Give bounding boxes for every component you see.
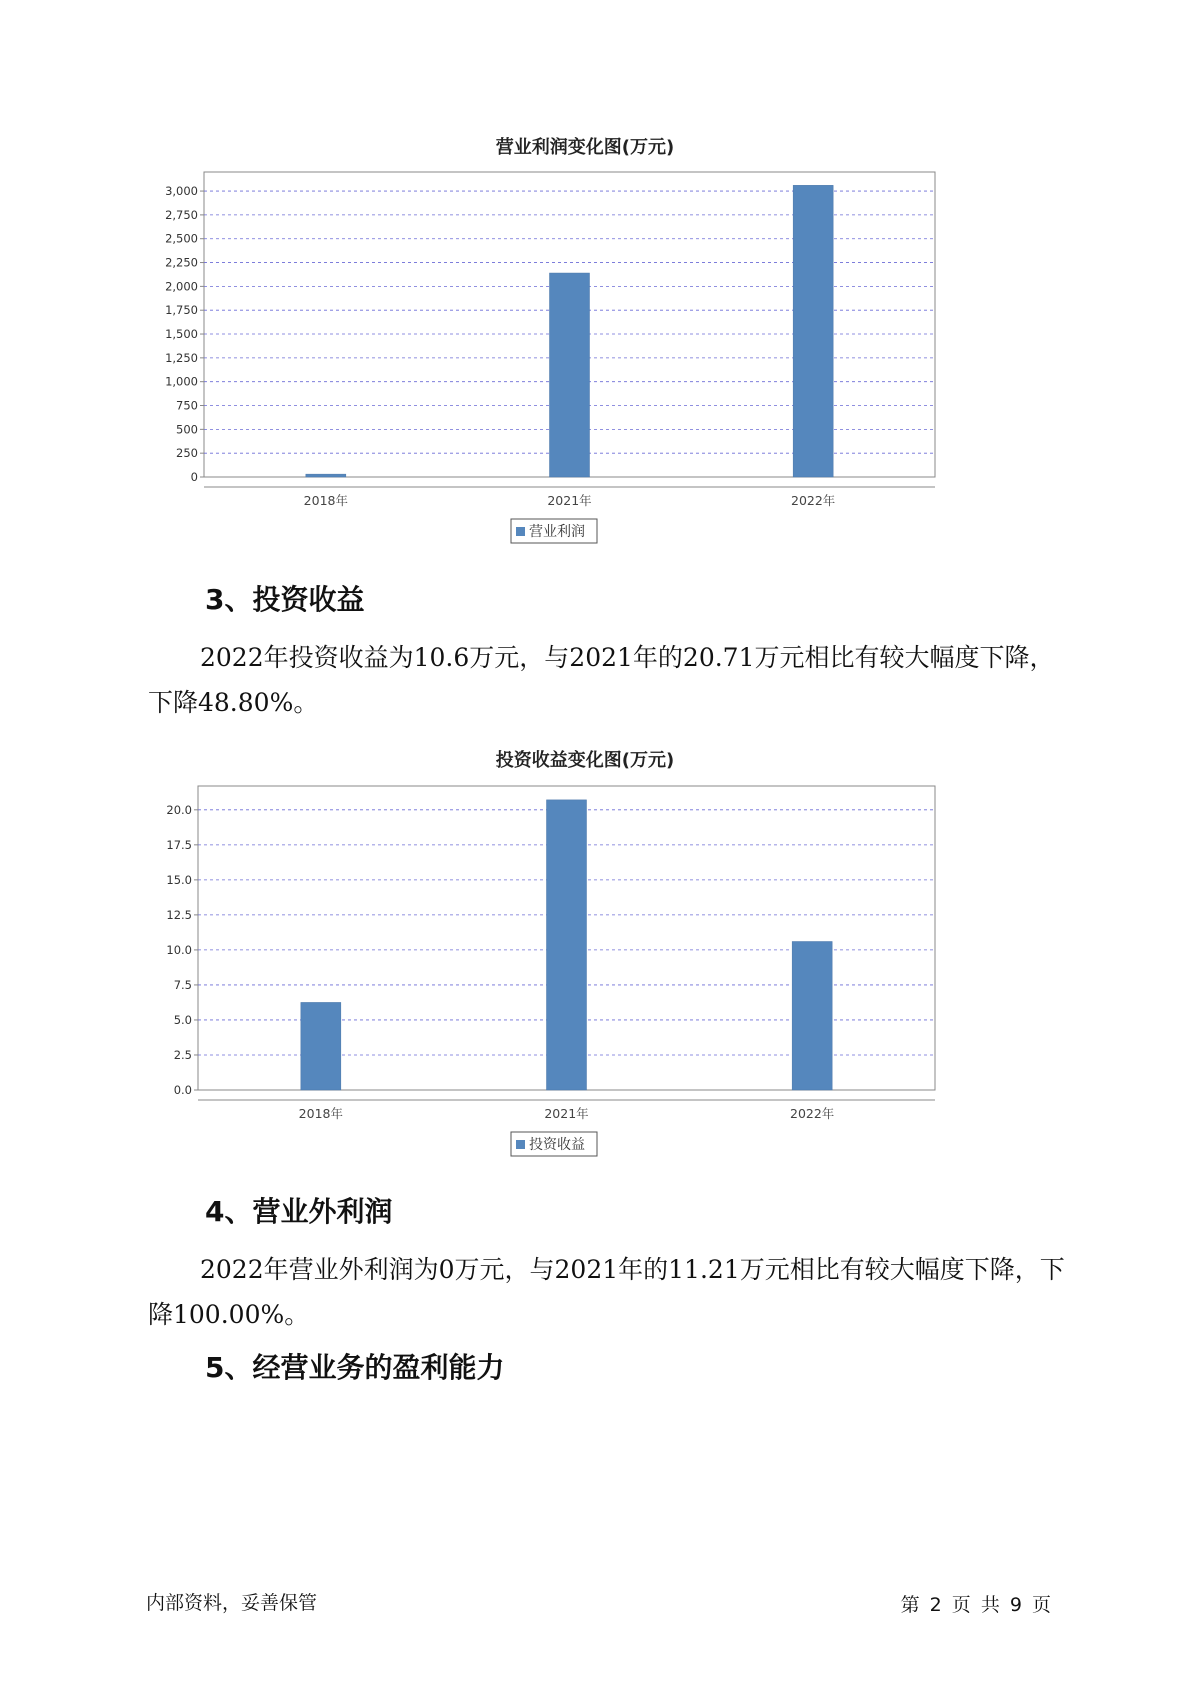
investment-income-paragraph: 2022年投资收益为10.6万元，与2021年的20.71万元相比有较大幅度下降，下降48.80%。 <box>148 643 1055 717</box>
bar <box>792 942 832 1090</box>
x-tick-label: 2021年 <box>547 493 592 508</box>
legend <box>511 519 597 543</box>
bar <box>306 474 346 477</box>
y-tick-label: 0.0 <box>173 1083 192 1097</box>
y-tick-label: 2.5 <box>173 1047 192 1062</box>
investment-income-chart-svg <box>150 744 1020 1164</box>
legend-swatch <box>516 527 525 536</box>
legend-label: 投资收益 <box>529 1137 585 1153</box>
y-tick-label: 2,500 <box>165 231 198 246</box>
footer-page-number: 第 2 页 共 9 页 <box>900 1594 1051 1616</box>
y-tick-label: 15.0 <box>166 872 192 887</box>
x-tick-label: 2022年 <box>790 1106 835 1121</box>
y-tick-label: 2,750 <box>165 207 198 222</box>
non-operating-profit-paragraph: 2022年营业外利润为0万元，与2021年的11.21万元相比有较大幅度下降，下降100.00%。 <box>148 1255 1065 1329</box>
investment-income-chart <box>150 744 1020 1164</box>
section-heading-investment-income: 3、投资收益 <box>205 583 365 616</box>
y-tick-label: 12.5 <box>166 907 192 922</box>
y-tick-label: 7.5 <box>173 977 192 992</box>
y-tick-label: 17.5 <box>166 837 192 852</box>
x-tick-label: 2018年 <box>303 493 348 508</box>
x-tick-label: 2022年 <box>791 493 836 508</box>
y-tick-label: 500 <box>176 422 198 437</box>
y-tick-label: 3,000 <box>165 184 198 199</box>
bar <box>550 273 590 477</box>
y-tick-label: 250 <box>176 446 198 461</box>
y-tick-label: 2,250 <box>165 255 198 270</box>
operating-profit-chart-svg <box>150 130 1020 550</box>
y-tick-label: 1,750 <box>165 303 198 318</box>
bar <box>793 185 833 477</box>
y-tick-label: 0 <box>190 470 198 484</box>
chart-title: 营业利润变化图(万元) <box>495 137 675 158</box>
operating-profit-chart <box>150 130 1020 550</box>
legend-label: 营业利润 <box>529 524 585 540</box>
y-tick-label: 1,500 <box>165 327 198 342</box>
y-tick-label: 1,250 <box>165 350 198 365</box>
section-heading-business-profitability: 5、经营业务的盈利能力 <box>205 1351 505 1384</box>
section-heading-non-operating-profit: 4、营业外利润 <box>205 1195 393 1228</box>
y-tick-label: 1,000 <box>165 374 198 389</box>
y-tick-label: 20.0 <box>166 802 192 817</box>
legend <box>511 1132 597 1156</box>
legend-swatch <box>516 1140 525 1149</box>
x-tick-label: 2018年 <box>298 1106 343 1121</box>
x-tick-label: 2021年 <box>544 1106 589 1121</box>
y-tick-label: 5.0 <box>173 1012 192 1027</box>
y-tick-label: 10.0 <box>166 942 192 957</box>
footer-confidential-note: 内部资料，妥善保管 <box>146 1592 318 1614</box>
bar <box>547 800 587 1090</box>
bar <box>301 1002 341 1090</box>
chart-title: 投资收益变化图(万元) <box>495 750 675 771</box>
y-tick-label: 2,000 <box>165 279 198 294</box>
y-tick-label: 750 <box>176 398 198 413</box>
